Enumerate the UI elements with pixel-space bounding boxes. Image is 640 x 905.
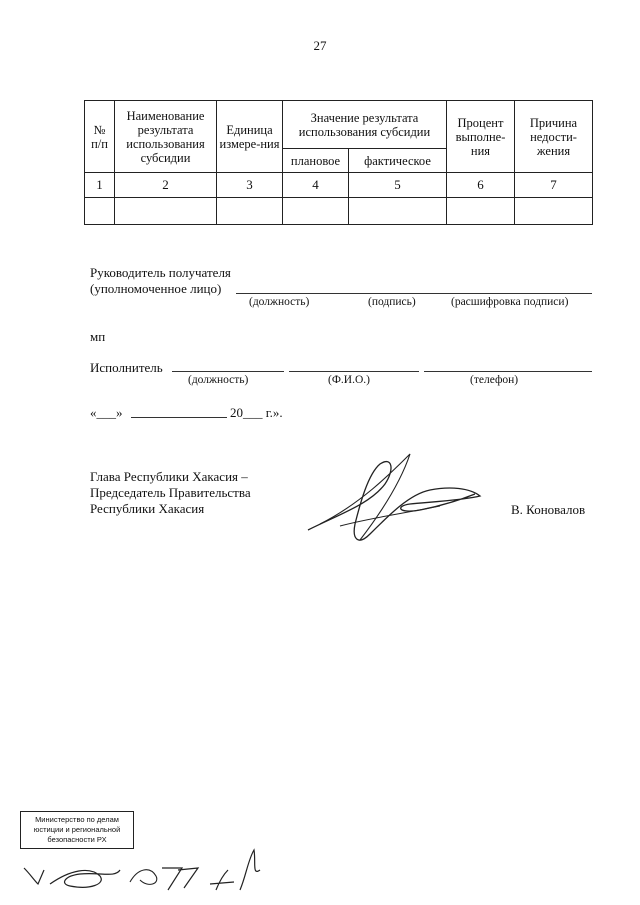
column-number: 5 [349, 173, 447, 198]
head-title-line2: (уполномоченное лицо) [90, 281, 222, 296]
signer-title-line3: Республики Хакасия [90, 501, 205, 516]
header-percent: Процент выполне-ния [447, 101, 515, 173]
column-number: 3 [217, 173, 283, 198]
executor-label: Исполнитель [90, 360, 163, 375]
exec-caption-phone: (телефон) [470, 374, 519, 386]
page-number: 27 [313, 38, 327, 53]
stamp-line1: Министерство по делам [35, 815, 119, 824]
table-row [85, 173, 593, 198]
executor-name-line [289, 371, 419, 372]
column-number: 6 [447, 173, 515, 198]
executor-phone-line [424, 371, 592, 372]
empty-cell [515, 198, 593, 225]
exec-caption-position: (должность) [188, 374, 249, 386]
signer-title-line2: Председатель Правительства [90, 485, 251, 500]
column-number: 1 [85, 173, 115, 198]
exec-caption-name: (Ф.И.О.) [328, 374, 370, 386]
results-table [84, 100, 593, 225]
table-row-empty [85, 198, 593, 225]
header-planned: плановое [283, 149, 349, 173]
head-title-line1: Руководитель получателя [90, 265, 231, 280]
header-unit: Единица измере-ния [217, 101, 283, 173]
header-actual: фактическое [349, 149, 447, 173]
empty-cell [217, 198, 283, 225]
executor-position-line [172, 371, 284, 372]
empty-cell [283, 198, 349, 225]
header-reason: Причина недости-жения [515, 101, 593, 173]
header-value-group: Значение результата использования субсидии [283, 101, 447, 149]
date-month-line [131, 417, 227, 418]
approval-initials [20, 840, 280, 900]
header-num: № п/п [85, 101, 115, 173]
column-number: 7 [515, 173, 593, 198]
caption-signature: (подпись) [368, 296, 416, 308]
handwritten-signature [300, 444, 500, 554]
seal-mark: мп [90, 329, 106, 344]
caption-decoding: (расшифровка подписи) [451, 296, 569, 308]
date-day: «___» [90, 405, 123, 420]
signature-line [236, 293, 592, 294]
signer-title-line1: Глава Республики Хакасия – [90, 469, 248, 484]
header-name: Наименование результата использования субсидии [115, 101, 217, 173]
caption-position: (должность) [249, 296, 310, 308]
empty-cell [115, 198, 217, 225]
empty-cell [447, 198, 515, 225]
date-year: 20___ г.». [230, 405, 283, 420]
stamp-line2: юстиции и региональной [33, 825, 121, 834]
signer-name: В. Коновалов [511, 502, 586, 517]
empty-cell [85, 198, 115, 225]
empty-cell [349, 198, 447, 225]
signer-title [90, 469, 251, 517]
stamp-line3: безопасности РХ [47, 835, 107, 844]
column-number: 4 [283, 173, 349, 198]
column-number: 2 [115, 173, 217, 198]
